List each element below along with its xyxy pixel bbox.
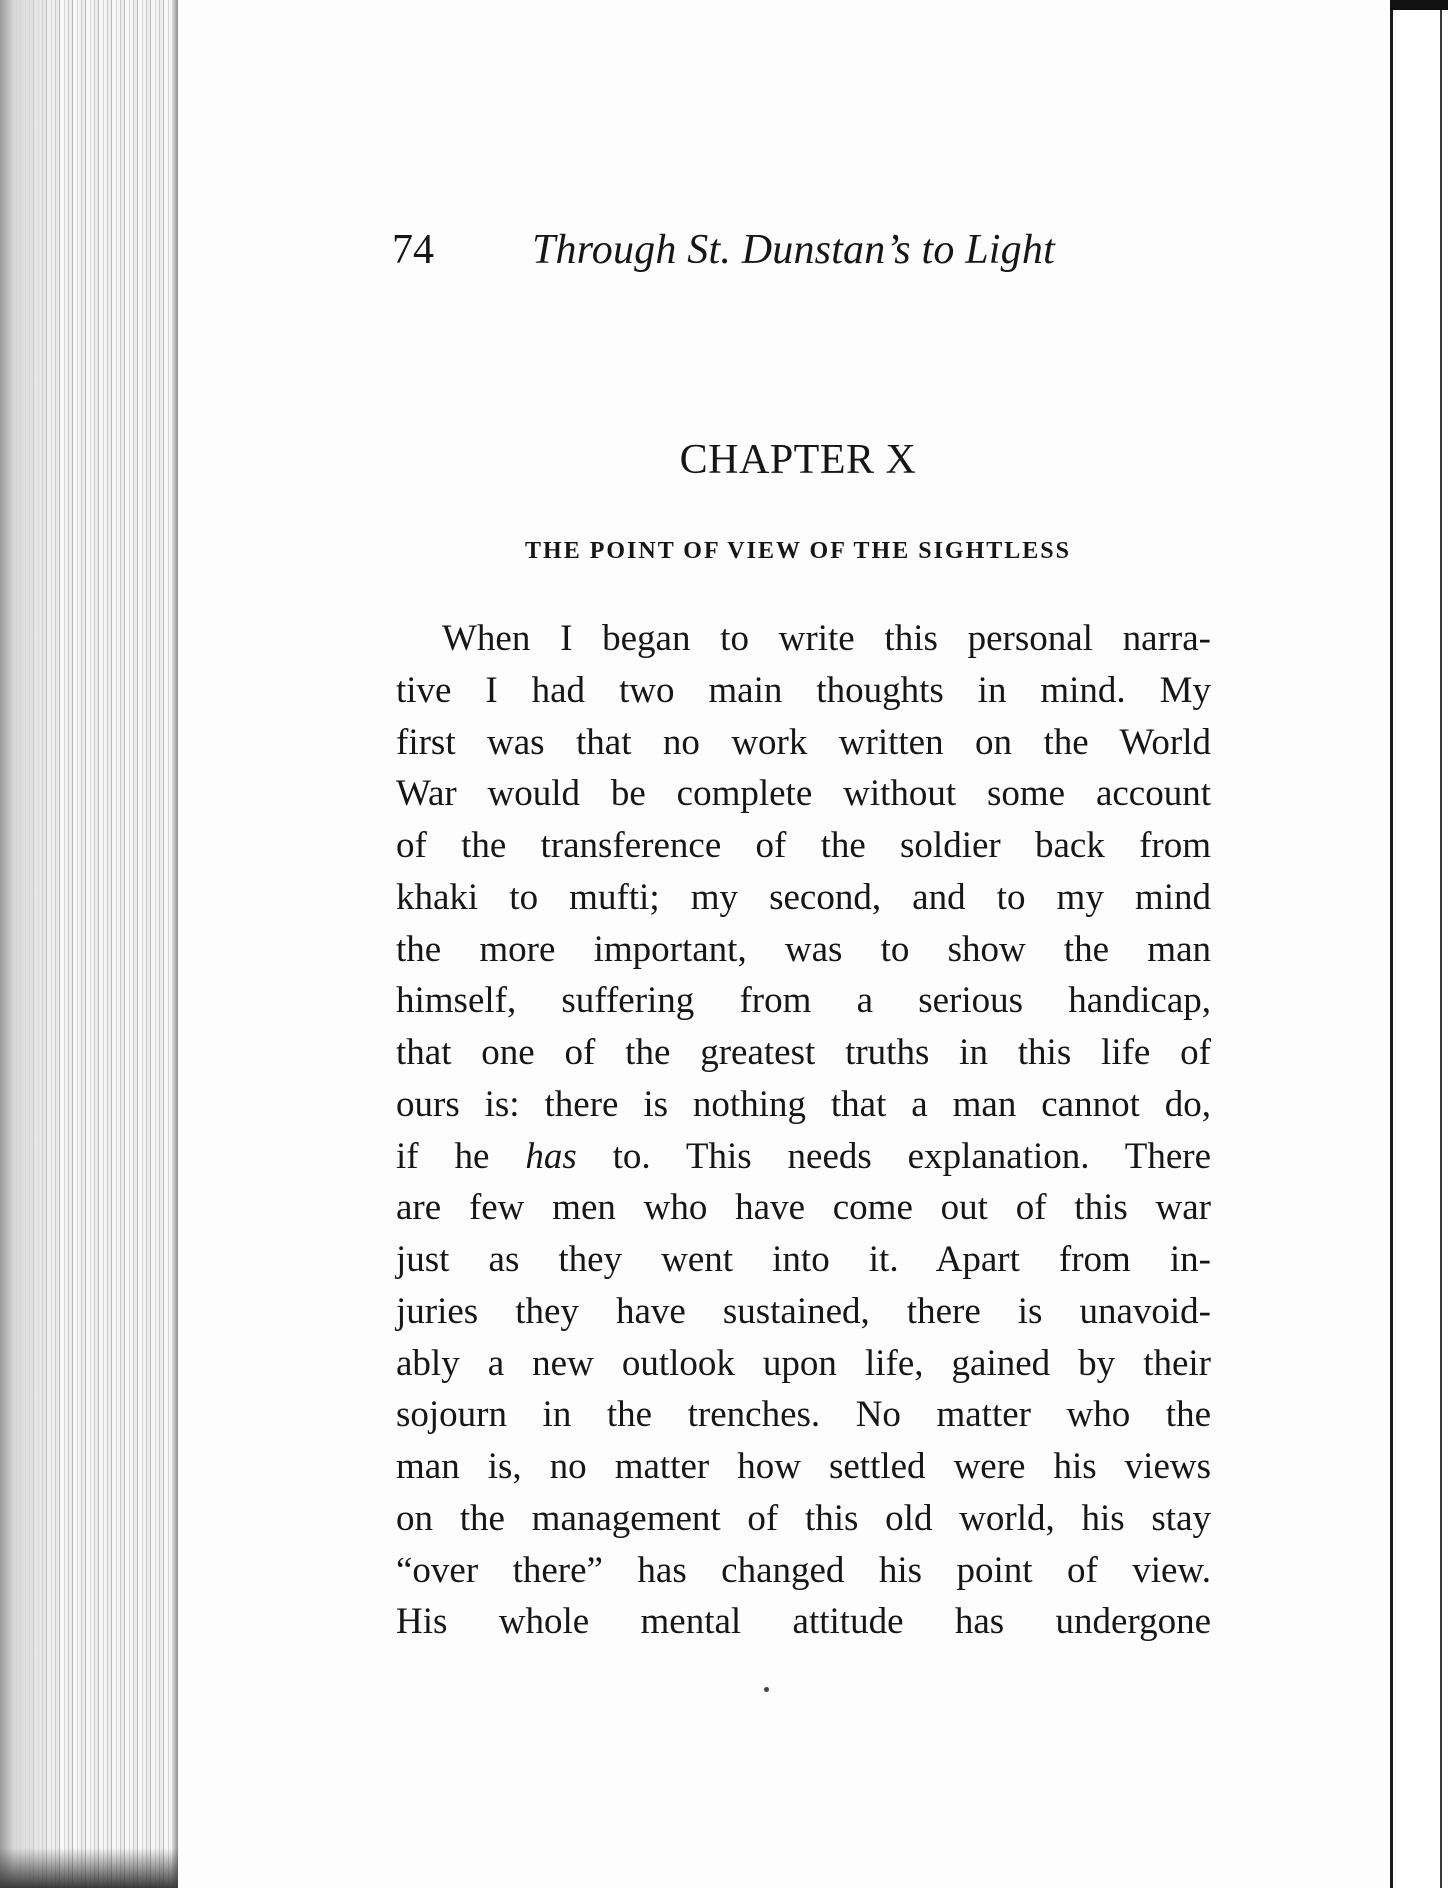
text-segment: if he (396, 1135, 490, 1177)
running-head (392, 224, 1282, 276)
text-line: the more important, was to show the man (396, 928, 1211, 970)
text-segment: to. This needs explanation. There (612, 1135, 1212, 1177)
chapter-subtitle: THE POINT OF VIEW OF THE SIGHTLESS (525, 538, 1071, 564)
text-line: himself, suffering from a serious handicap, (396, 980, 1211, 1022)
facing-page-edge (1390, 0, 1448, 1888)
text-line: ours is: there is nothing that a man cannot do, (396, 1083, 1211, 1125)
italic-word: has (525, 1135, 577, 1177)
text-line: When I began to write this personal narra- (442, 618, 1211, 659)
text-line: War would be complete without some account (396, 773, 1211, 815)
text-line: man is, no matter how settled were his views (396, 1446, 1211, 1487)
body-text (396, 613, 1211, 1648)
book-page (178, 0, 1390, 1888)
text-line: that one of the greatest truths in this life of (396, 1032, 1211, 1073)
running-title: Through St. Dunstan’s to Light (532, 227, 1055, 273)
text-line: of the transference of the soldier back from (396, 825, 1211, 866)
text-line: tive I had two main thoughts in mind. My (396, 669, 1211, 711)
text-line: His whole mental attitude has undergone (396, 1601, 1211, 1643)
text-line: khaki to mufti; my second, and to my mind (396, 876, 1211, 918)
text-line: sojourn in the trenches. No matter who the (396, 1394, 1211, 1436)
text-line: just as they went into it. Apart from in- (396, 1239, 1211, 1280)
facing-page-line (1440, 0, 1442, 1888)
book-edge-shadow (0, 1848, 178, 1888)
text-line: ably a new outlook upon life, gained by their (396, 1342, 1211, 1384)
text-line: on the management of this old world, his stay (396, 1497, 1211, 1539)
book-page-edges (0, 0, 178, 1888)
text-line: “over there” has changed his point of view. (396, 1549, 1211, 1591)
ink-speck (764, 1687, 769, 1692)
gutter-line (1390, 0, 1393, 1888)
chapter-title: CHAPTER X (679, 437, 917, 483)
text-line: first was that no work written on the World (396, 721, 1211, 763)
scan-border-mark (1390, 0, 1448, 10)
text-line: juries they have sustained, there is unavoid- (396, 1290, 1211, 1332)
text-line (396, 1131, 1211, 1183)
page-number: 74 (392, 227, 434, 273)
text-line: are few men who have come out of this war (396, 1187, 1211, 1229)
